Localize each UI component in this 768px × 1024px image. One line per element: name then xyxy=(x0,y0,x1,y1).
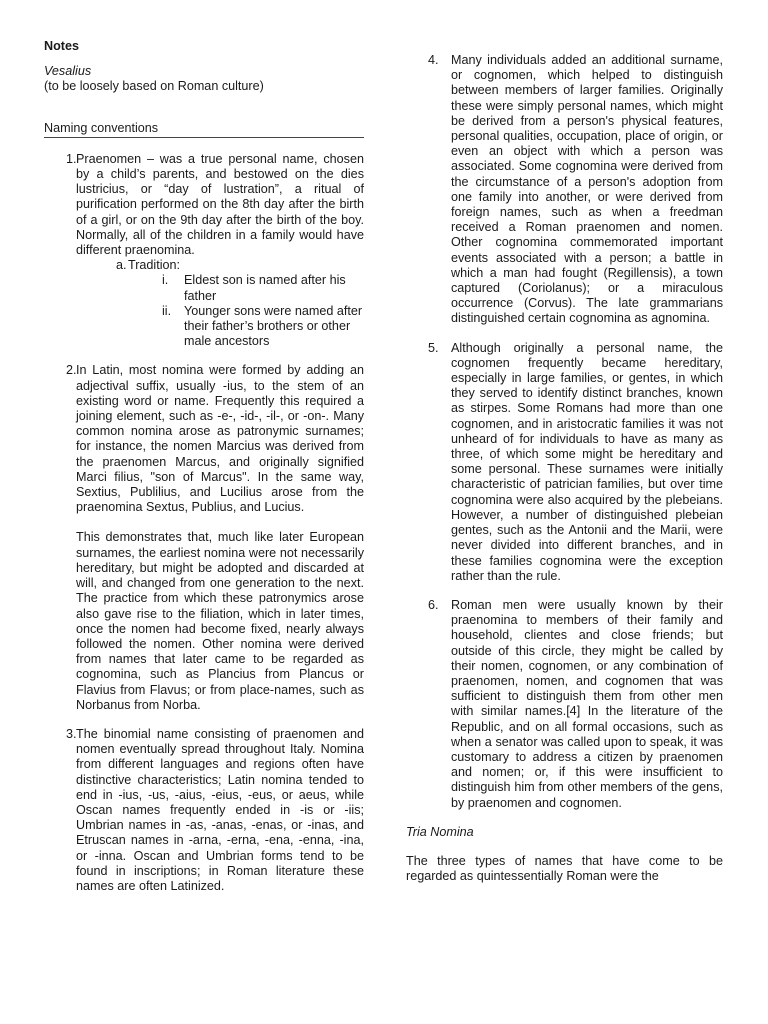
subject-title: Vesalius xyxy=(44,64,92,79)
list-number: 6. xyxy=(428,597,439,612)
list-item-1 xyxy=(44,152,364,350)
left-column xyxy=(44,36,364,894)
item-3-text: The binomial name consisting of praenomen and nomen eventually spread throughout Italy. Nomina from different languages and regions often have distinctive characteristics; Latin nomina tended to end in -ius, -us, -aius, -eius, -eus, or aeus, while Oscan names frequently ended in -is or -iis; Umbrian names in -as, -anas, -enas, or -inas, and Etruscan names in -arna, -erna, -ena, -enna, -ina, or -inna. Oscan and Umbrian forms tend to be found in inscriptions; in Roman literature these names are often Latinized. xyxy=(76,726,364,893)
sub-item-ii-text: Younger sons were named after their father’s brothers or other male ancestors xyxy=(184,303,363,349)
list-item-6 xyxy=(406,598,723,811)
list-number: 5. xyxy=(428,340,439,355)
sub-item-a-text: Tradition: xyxy=(128,258,181,273)
list-item-2 xyxy=(44,363,364,712)
item-2-text-continued: This demonstrates that, much like later European surnames, the earliest nomina were not necessarily hereditary, but might be adopted and discarded at will, and changed from one generation to the next. The practice from which these patronymics arose also gave rise to the filiation, which in later times, once the nomen had become fixed, nearly always followed the nomen. Other nomina were derived from names that later came to be regarded as cognomina, such as Plancius from Plancus or Flavius from Flavus; or from place-names, such as Norbanus from Norba. xyxy=(76,530,364,712)
item-5-text: Although originally a personal name, the cognomen frequently became hereditary, especially in large families, or gentes, in which they served to identify distinct branches, known as stirpes. Some Romans had more than one cognomen, and in aristocratic families it was not unheard of for individuals to have as many as three, of which some might be hereditary and some personal. These surnames were initially characteristic of patrician families, but over time cognomina were also acquired by the plebeians. However, a number of distinguished plebeian gentes, such as the Antonii and the Marii, were never divided into different branches, and in these families cognomina were the exception rather than the rule. xyxy=(451,340,723,583)
list-number: 3. xyxy=(66,726,77,741)
list-item-3 xyxy=(44,727,364,894)
item-4-text: Many individuals added an additional surname, or cognomen, which helped to distinguish between members of larger families. Originally these were simply personal names, which might be derived from a person's physical features, personal qualities, occupation, place of origin, or even an object with which a person was associated. Some cognomina were derived from the circumstance of a person's adoption from one family into another, or were derived from foreign names, such as when a freedman received a Roman praenomen and nomen. Other cognomina commemorated important events associated with a person; a battle in which a man had fought (Regillensis), a town captured (Coriolanus); or a miraculous occurrence (Corvus). The late grammarians distinguished certain cognomina as agnomina. xyxy=(451,53,723,326)
item-2-text: In Latin, most nomina were formed by adding an adjectival suffix, usually -ius, to the stem of an existing word or name. Frequently this required a joining element, such as -e-, -id-, -il-, or -on-. Many common nomina arose as patronymic surnames; for instance, the nomen Marcius was derived from the praenomen Marcus, and originally signified Marci filius, "son of Marcus". In the same way, Sextius, Publilius, and Lucilius arose from the praenomina Sextus, Publius, and Lucius. xyxy=(76,363,364,515)
tria-nomina-text: The three types of names that have come to be regarded as quintessentially Roman were the xyxy=(406,853,723,884)
sub-item-ii: ii. Younger sons were named after their father’s brothers or other male ancestors xyxy=(162,303,363,349)
list-number: 1. xyxy=(66,151,77,166)
notes-title: Notes xyxy=(44,39,79,53)
subject-note: (to be loosely based on Roman culture) xyxy=(44,79,264,94)
tria-nomina-heading: Tria Nomina xyxy=(406,824,474,839)
sub-item-i-text: Eldest son is named after his father xyxy=(184,273,346,303)
list-number: 2. xyxy=(66,363,77,378)
list-item-5 xyxy=(406,341,723,584)
list-item-4 xyxy=(406,53,723,327)
list-number: 4. xyxy=(428,53,439,67)
naming-list-continued xyxy=(406,53,723,811)
item-6-text: Roman men were usually known by their praenomina to members of their family and household, clientes and close friends; but outside of this circle, they might be called by their nomen, cognomen, or any combination of praenomen, nomen, and cognomen that was sufficient to distinguish them from other men with similar names.[4] In the literature of the Republic, and on all formal occasions, such as when a senator was called upon to speak, it was customary to address a citizen by praenomen and nomen; or, if this were insufficient to distinguish him from other members of the gens, by praenomen and cognomen. xyxy=(451,597,723,810)
item-1-text: Praenomen – was a true personal name, chosen by a child’s parents, and bestowed on the dies lustricius, or “day of lustration”, a ritual of purification performed on the 8th day after the birth of a girl, or on the 9th day after the birth of the boy. Normally, all of the children in a family would have different praenomina. xyxy=(76,151,364,258)
sub-item-i: i. Eldest son is named after his father xyxy=(162,273,346,303)
sub-item-a: a. Tradition: xyxy=(116,258,181,273)
right-column xyxy=(406,53,723,884)
section-title: Naming conventions xyxy=(44,121,364,138)
naming-list xyxy=(44,152,364,894)
